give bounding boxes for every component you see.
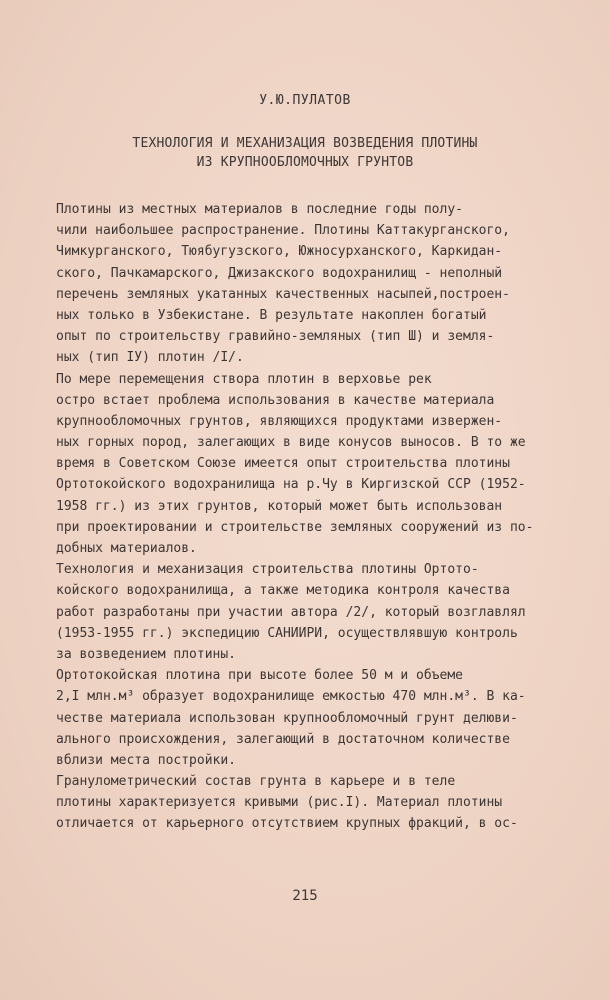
text-line: вблизи места постройки.	[56, 752, 237, 768]
title-line: ТЕХНОЛОГИЯ И МЕХАНИЗАЦИЯ ВОЗВЕДЕНИЯ ПЛОТИНЫ	[132, 136, 478, 151]
text-line: честве материала использован крупнообломочный грунт делюви-	[56, 710, 518, 726]
text-line: чили наибольшее распространение. Плотины Каттакурганского,	[56, 223, 510, 239]
text-line: 1958 гг.) из этих грунтов, который может быть использован	[56, 498, 503, 514]
text-line: добных материалов.	[56, 541, 197, 556]
text-line: Технология и механизация строительства плотины Ортото-	[56, 562, 479, 578]
text-line: 2,I млн.м³ образует водохранилище емкостью 470 млн.м³. В ка-	[56, 689, 526, 705]
text-line: за возведением плотины.	[56, 646, 237, 662]
text-line: ального происхождения, залегающий в достаточном количестве	[56, 731, 510, 747]
text-line: перечень земляных укатанных качественных насыпей,построен-	[56, 286, 510, 302]
text-line: ных горных пород, залегающих в виде конусов выносов. В то же	[56, 435, 526, 451]
text-line: (1953-1955 гг.) экспедицию САНИИРИ, осуществлявшую контроль	[56, 625, 518, 641]
text-line: По мере перемещения створа плотин в верховье рек	[56, 371, 432, 387]
title-line: ИЗ КРУПНООБЛОМОЧНЫХ ГРУНТОВ	[196, 155, 414, 170]
text-line: койского водохранилища, а также методика контроля качества	[56, 583, 510, 599]
text-line: крупнообломочных грунтов, являющихся продуктами извержен-	[56, 413, 503, 429]
text-line: Ортотокойская плотина при высоте более 50 м и объеме	[56, 668, 463, 684]
text-line: Чимкурганского, Тюябугузского, Южносурханского, Каркидан-	[56, 244, 503, 260]
text-line: ского, Пачкамарского, Джизакского водохранилищ - неполный	[56, 265, 503, 281]
page-number: 215	[292, 888, 318, 904]
text-line: ных только в Узбекистане. В результате накоплен богатый	[56, 307, 487, 323]
text-line: при проектировании и строительстве земляных сооружений из по-	[56, 519, 534, 535]
text-line: отличается от карьерного отсутствием крупных фракций, в ос-	[56, 816, 518, 832]
article-title	[40, 134, 570, 172]
text-line: Ортотокойского водохранилища на р.Чу в Киргизской ССР (1952-	[56, 477, 526, 493]
text-line: Гранулометрический состав грунта в карьере и в теле	[56, 774, 456, 790]
text-line: работ разработаны при участии автора /2/, который возглавлял	[56, 604, 526, 620]
text-line: опыт по строительству гравийно-земляных (тип Ш) и земля-	[56, 329, 495, 345]
text-line: плотины характеризуется кривыми (рис.I). Материал плотины	[56, 795, 503, 811]
body-text	[56, 199, 576, 835]
author-name: У.Ю.ПУЛАТОВ	[259, 93, 351, 108]
text-line: ных (тип IУ) плотин /I/.	[56, 350, 244, 366]
text-line: время в Советском Союзе имеется опыт строительства плотины	[56, 456, 510, 472]
text-line: Плотины из местных материалов в последние годы полу-	[56, 202, 463, 217]
text-line: остро встает проблема использования в качестве материала	[56, 392, 495, 408]
